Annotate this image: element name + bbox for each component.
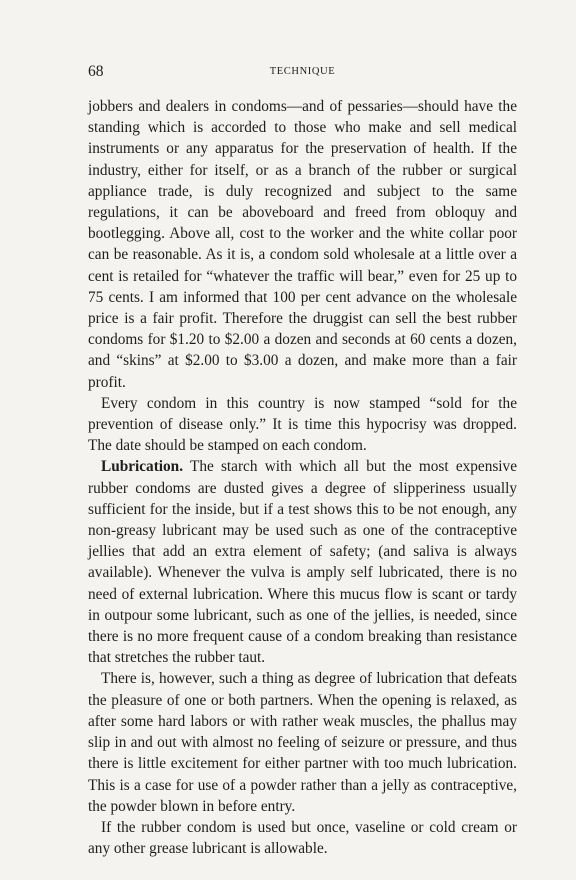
paragraph-1: jobbers and dealers in condoms—and of pessaries—should have the standing which is accorded to those who make and sell medical instruments or any apparatus for the preservation of health. If the industry, either for itself, or as a branch of the rubber or surgical appliance trade, is duly recognized and subject to the same regulations, it can be aboveboard and freed from obloquy and bootlegging. Above all, cost to the worker and the white collar poor can be reasonable. As it is, a condom sold wholesale at a little over a cent is retailed for “whatever the traffic will bear,” even for 25 up to 75 cents. I am informed that 100 per cent advance on the wholesale price is a fair profit. Therefore the druggist can sell the best rubber condoms for $1.20 to $2.00 a dozen and seconds at 60 cents a dozen, and “skins” at $2.00 to $3.00 a dozen, and make more than a fair profit. [88, 98, 517, 391]
page-number: 68 [88, 63, 104, 80]
paragraph-2: Every condom in this country is now stamped “sold for the prevention of disease only.” It is time this hypocrisy was dropped. The date should be stamped on each condom. [88, 394, 517, 455]
paragraph-4: There is, however, such a thing as degree of lubrication that defeats the pleasure of one or both partners. When the opening is relaxed, as after some hard labors or with rather weak muscles, the phallus may slip in and out with almost no feeling of seizure or pressure, and thus there is little excitement for either partner with too much lubrication. This is a case for use of a powder rather than a jelly as contraceptive, the powder blown in before entry. [88, 670, 517, 815]
running-head: TECHNIQUE [269, 66, 336, 77]
paragraph-5: If the rubber condom is used but once, vaseline or cold cream or any other grease lubricant is allowable. [88, 818, 517, 858]
page-header [88, 63, 517, 85]
body-text [88, 96, 517, 859]
paragraph-3-text: The starch with which all but the most expensive rubber condoms are dusted gives a degree of slipperiness usually sufficient for the inside, but if a test shows this to be not enough, any non-greasy lubricant may be used such as one of the contraceptive jellies that add an extra element of safety; (and saliva is always available). Whenever the vulva is amply self lubricated, there is no need of external lubrication. Where this mucus flow is scant or tardy in outpour some lubricant, such as one of the jellies, is needed, since there is no more frequent cause of a condom breaking than resistance that stretches the rubber taut. [88, 458, 517, 667]
section-heading-lubrication: Lubrication. [101, 458, 184, 476]
paragraph-3 [88, 456, 517, 668]
